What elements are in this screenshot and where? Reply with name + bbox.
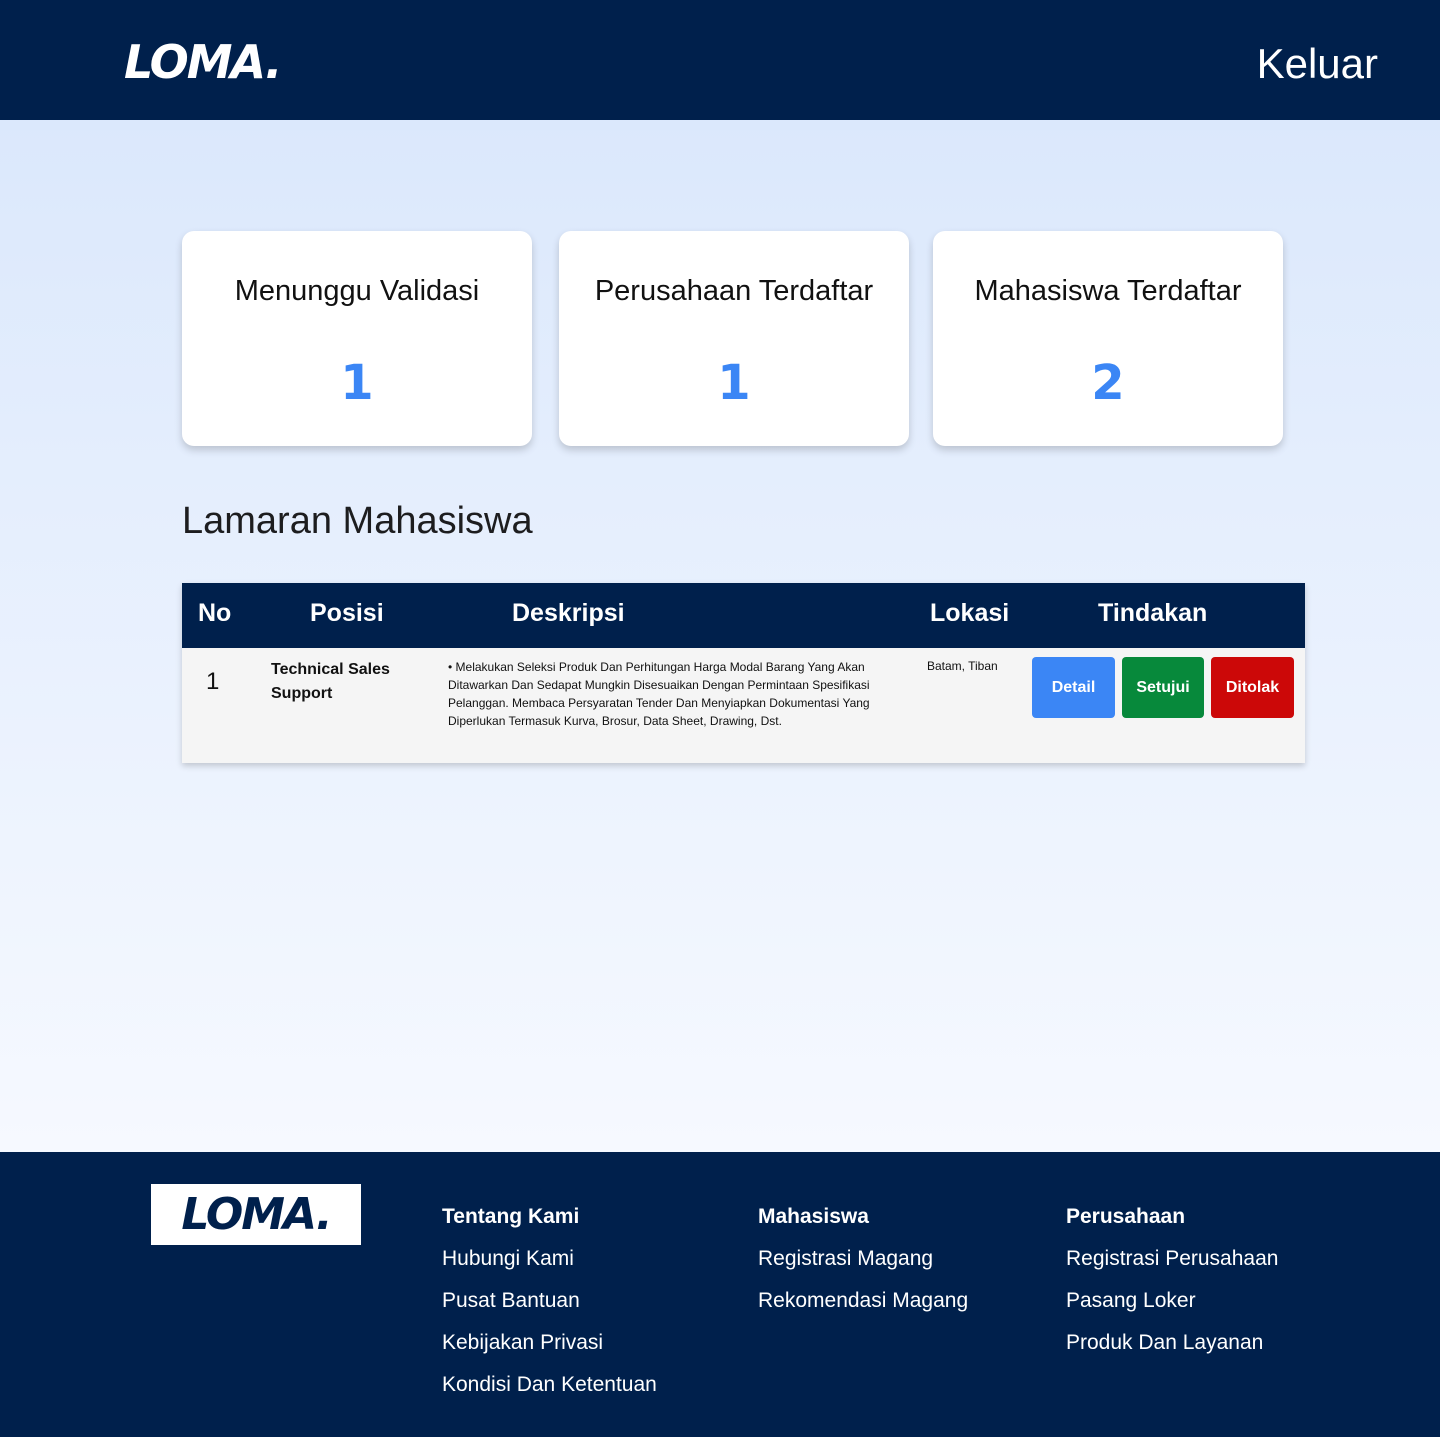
footer-logo: LOMA. <box>181 1189 331 1240</box>
footer-column-about <box>442 1204 657 1414</box>
footer-link-terms[interactable]: Kondisi Dan Ketentuan <box>442 1373 657 1396</box>
footer-link-post-job[interactable]: Pasang Loker <box>1066 1289 1196 1312</box>
column-header-actions: Tindakan <box>1098 599 1208 627</box>
reject-button[interactable]: Ditolak <box>1211 657 1294 718</box>
column-header-location: Lokasi <box>930 599 1010 627</box>
applications-table <box>182 583 1305 763</box>
dashboard-main <box>0 120 1440 1152</box>
footer-logo-box[interactable] <box>151 1184 361 1245</box>
table-row <box>182 648 1305 763</box>
stat-label: Menunggu Validasi <box>234 275 480 307</box>
stat-label: Mahasiswa Terdaftar <box>974 275 1242 307</box>
row-position: Technical Sales Support <box>271 661 390 702</box>
table-header <box>182 583 1305 648</box>
stat-label: Perusahaan Terdaftar <box>594 275 874 307</box>
footer-link-internship-recommendation[interactable]: Rekomendasi Magang <box>758 1289 969 1312</box>
footer-link-contact-us[interactable]: Hubungi Kami <box>442 1247 574 1270</box>
logout-link[interactable]: Keluar <box>1256 40 1378 87</box>
row-description: • Melakukan Seleksi Produk Dan Perhitungan Harga Modal Barang Yang Akan Ditawarkan Dan Sedapat Mungkin Disesuaikan Dengan Permintaan Spesifikasi Pelanggan. Membaca Persyaratan Tender Dan Menyiapkan Dokumentasi Yang Diperlukan Termasuk Kurva, Brosur, Data Sheet, Drawing, Dst. <box>448 660 870 728</box>
footer-link-company-registration[interactable]: Registrasi Perusahaan <box>1066 1247 1279 1270</box>
footer-column-companies <box>1066 1204 1278 1372</box>
column-header-position: Posisi <box>310 599 384 627</box>
footer-link-about-us[interactable]: Tentang Kami <box>442 1205 580 1228</box>
row-number: 1 <box>206 668 220 695</box>
footer-column-students <box>758 1204 968 1330</box>
stat-card-registered-companies <box>559 231 909 446</box>
footer <box>0 1152 1440 1437</box>
stat-value: 1 <box>717 355 751 411</box>
footer-link-privacy-policy[interactable]: Kebijakan Privasi <box>442 1331 604 1354</box>
brand-logo[interactable]: LOMA. <box>124 35 281 89</box>
column-header-description: Deskripsi <box>512 599 625 627</box>
detail-button[interactable]: Detail <box>1032 657 1115 718</box>
top-navbar <box>0 0 1440 120</box>
stat-value: 2 <box>1091 355 1125 411</box>
row-location: Batam, Tiban <box>927 659 998 673</box>
footer-link-products-services[interactable]: Produk Dan Layanan <box>1066 1331 1264 1354</box>
stat-card-pending-validation <box>182 231 532 446</box>
footer-heading-students[interactable]: Mahasiswa <box>758 1205 869 1228</box>
stat-value: 1 <box>340 355 374 411</box>
section-title: Lamaran Mahasiswa <box>182 500 533 542</box>
footer-link-internship-registration[interactable]: Registrasi Magang <box>758 1247 934 1270</box>
footer-heading-companies[interactable]: Perusahaan <box>1066 1205 1186 1228</box>
approve-button[interactable]: Setujui <box>1122 657 1204 718</box>
column-header-no: No <box>198 599 232 627</box>
stat-card-registered-students <box>933 231 1283 446</box>
footer-link-help-center[interactable]: Pusat Bantuan <box>442 1289 580 1312</box>
